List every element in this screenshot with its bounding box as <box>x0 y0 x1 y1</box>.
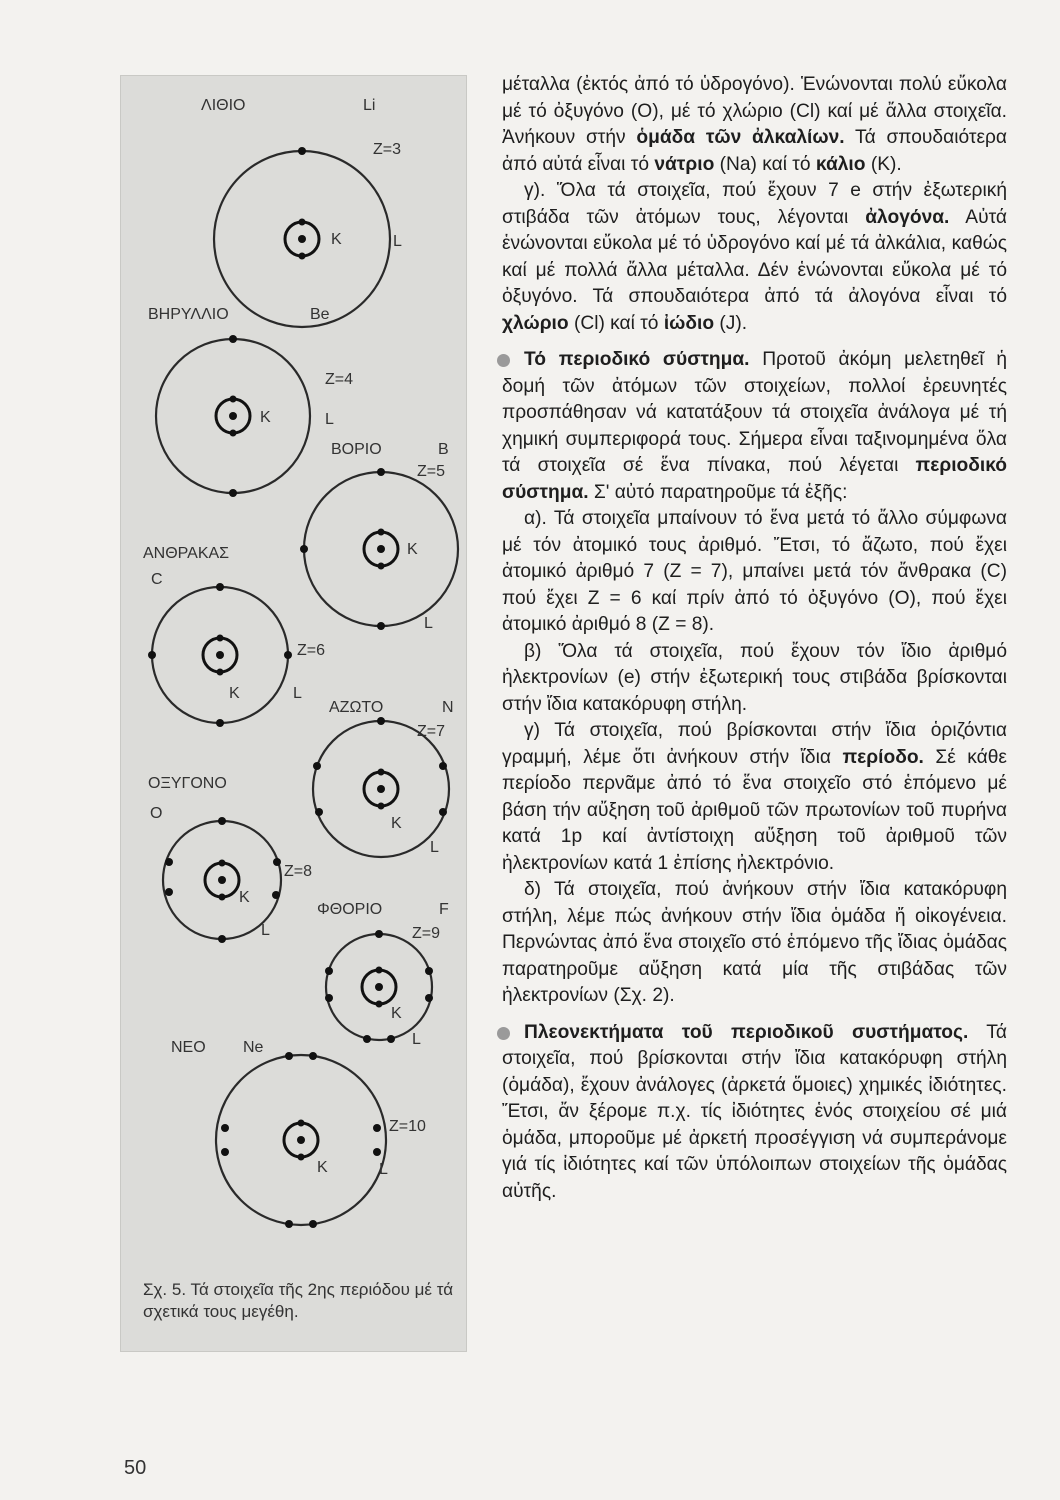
atom-beryllium <box>148 306 353 497</box>
electron <box>148 651 156 659</box>
nucleus-fluorine <box>375 983 383 991</box>
atom-z-lithium: Z=3 <box>373 141 402 158</box>
atom-neon <box>171 1039 426 1228</box>
electron <box>230 430 237 437</box>
electron <box>375 930 383 938</box>
atom-symbol-neon: Ne <box>243 1039 264 1056</box>
shell-label-k: K <box>239 889 250 906</box>
atom-z-carbon: Z=6 <box>297 642 326 659</box>
electron <box>373 1148 381 1156</box>
atom-name-beryllium: ΒΗΡΥΛΛΙΟ <box>148 306 229 323</box>
electron <box>387 1035 395 1043</box>
atom-symbol-beryllium: Be <box>310 306 330 323</box>
electron <box>325 994 333 1002</box>
electron <box>165 858 173 866</box>
electron <box>219 894 226 901</box>
atom-diagram <box>121 76 466 1351</box>
atom-name-nitrogen: ΑΖΩΤΟ <box>329 699 384 716</box>
electron <box>439 762 447 770</box>
shell-label-l: L <box>325 411 334 428</box>
electron <box>221 1148 229 1156</box>
atom-name-boron: ΒΟΡΙΟ <box>331 441 382 458</box>
atom-z-boron: Z=5 <box>417 463 446 480</box>
electron <box>285 1220 293 1228</box>
atom-fluorine <box>317 901 449 1048</box>
atom-symbol-oxygen: O <box>150 805 163 822</box>
electron <box>378 803 385 810</box>
electron <box>300 545 308 553</box>
electron <box>298 1120 305 1127</box>
electron <box>378 769 385 776</box>
paragraph-halogens: γ). Ὅλα τά στοιχεῖα, πού ἔχουν 7 e στήν ἐξωτερική στιβάδα τῶν ἀτόμων τους, λέγονται ἀλογόνα. Αὐτά ἑνώνονται εὔκολα μέ τό ὑδρογόνο καί μέ τά ἀλκάλια, καθώς καί μέ πολλά ἄλλα μέταλλα. Δέν ἑνώνονται εὔκολα μέ τό ὀξυγόνο. Τά σπουδαιότερα ἀπό τά ἀλογόνα εἶναι τό χλώριο (Cl) καί τό ἰώδιο (J). <box>502 180 1007 334</box>
shell-label-k: K <box>260 409 271 426</box>
atom-z-fluorine: Z=9 <box>412 925 441 942</box>
page-number: 50 <box>124 1457 147 1479</box>
electron <box>378 529 385 536</box>
atom-symbol-lithium: Li <box>363 97 376 114</box>
bullet-icon <box>497 1027 510 1040</box>
paragraph-c: γ) Τά στοιχεῖα, πού βρίσκονται στήν ἴδια ὁριζόντια γραμμή, λέμε ὅτι ἀνήκουν στήν ἴδια περίοδο. Σέ κάθε περίοδο περνᾶμε ἀπό τό ἕνα στοιχεῖο στό ἑπόμενο μέ βάση τήν αὔξηση τοῦ ἀριθμοῦ τῶν πρωτονίων τοῦ πυρήνα κατά 1p καί ἀντίστοιχη αὔξηση τοῦ ἀριθμοῦ τῶν ἠλεκτρονίων κατά 1 ἐπίσης ἠλεκτρόνιο. <box>502 720 1007 874</box>
electron <box>284 651 292 659</box>
atom-symbol-carbon: C <box>151 571 163 588</box>
electron <box>377 717 385 725</box>
electron <box>378 563 385 570</box>
shell-label-l: L <box>379 1161 388 1178</box>
electron <box>299 253 306 260</box>
electron <box>217 635 224 642</box>
atom-symbol-boron: B <box>438 441 449 458</box>
atom-z-nitrogen: Z=7 <box>417 723 446 740</box>
shell-label-l: L <box>393 233 402 250</box>
electron <box>165 888 173 896</box>
electron <box>230 396 237 403</box>
shell-label-l: L <box>293 685 302 702</box>
atom-z-oxygen: Z=8 <box>284 863 313 880</box>
electron <box>219 860 226 867</box>
atom-boron <box>300 441 458 632</box>
electron <box>216 719 224 727</box>
electron <box>216 583 224 591</box>
electron <box>229 335 237 343</box>
atom-symbol-nitrogen: N <box>442 699 454 716</box>
bullet-icon <box>497 354 510 367</box>
electron <box>325 967 333 975</box>
shell-label-k: K <box>391 1005 402 1022</box>
shell-label-k: K <box>317 1159 328 1176</box>
electron <box>218 817 226 825</box>
paragraph-a: α). Τά στοιχεῖα μπαίνουν τό ἕνα μετά τό ἄλλο σύμφωνα μέ τόν ἀτομικό τους ἀριθμό. Ἔτσι, τό ἄζωτο, πού ἔχει ἀτομικό ἀριθμό 7 (Z = 7), μπαίνει μετά τόν ἄνθρακα (C) πού ἔχει Z = 6 καί πρίν ἀπό τό ὀξυγόνο (Ο), πού ἔχει ἀτομικό ἀριθμό 8 (Z = 8). <box>502 508 1007 635</box>
electron <box>363 1035 371 1043</box>
electron <box>218 935 226 943</box>
electron <box>298 1154 305 1161</box>
electron <box>309 1220 317 1228</box>
shell-label-k: K <box>407 541 418 558</box>
nucleus-neon <box>297 1136 305 1144</box>
shell-label-l: L <box>412 1031 421 1048</box>
electron <box>377 468 385 476</box>
electron <box>272 891 280 899</box>
electron <box>425 994 433 1002</box>
atom-nitrogen <box>313 699 454 857</box>
shell-label-k: K <box>229 685 240 702</box>
electron <box>425 967 433 975</box>
electron <box>313 762 321 770</box>
atom-lithium <box>201 97 402 327</box>
atom-name-carbon: ΑΝΘΡΑΚΑΣ <box>143 545 230 562</box>
electron <box>298 147 306 155</box>
figure-panel <box>120 75 467 1352</box>
nucleus-nitrogen <box>377 785 385 793</box>
electron <box>285 1052 293 1060</box>
electron <box>376 1001 383 1008</box>
electron <box>299 219 306 226</box>
electron <box>376 967 383 974</box>
atom-oxygen <box>148 775 312 943</box>
shell-label-l: L <box>424 615 433 632</box>
electron <box>309 1052 317 1060</box>
electron <box>373 1124 381 1132</box>
atom-z-neon: Z=10 <box>389 1118 426 1135</box>
shell-label-k: K <box>391 815 402 832</box>
figure-caption: Σχ. 5. Τά στοιχεῖα τῆς 2ης περιόδου μέ τά σχετικά τους μεγέθη. <box>143 1280 454 1321</box>
paragraph-b: β) Ὅλα τά στοιχεῖα, πού ἔχουν τόν ἴδιο ἀριθμό ἠλεκτρονίων (e) στήν ἐξωτερική τους στιβάδα βρίσκονται στήν ἴδια κατακόρυφη στήλη. <box>502 640 1007 715</box>
electron <box>217 669 224 676</box>
nucleus-oxygen <box>218 876 226 884</box>
electron <box>315 808 323 816</box>
shell-label-k: K <box>331 231 342 248</box>
section-title: Τό περιοδικό σύστημα. <box>524 349 750 370</box>
electron <box>229 489 237 497</box>
paragraph-d: δ) Τά στοιχεῖα, πού ἀνήκουν στήν ἴδια κατακόρυφη στήλη, λέμε πώς ἀνήκουν στήν ἴδια ὁμάδα ἤ οἰκογένεια. Περνώντας ἀπό ἕνα στοιχεῖο στό ἑπόμενο τῆς ἴδιας ὁμάδας παρατηροῦμε αὔξηση κατά μία τῆς στιβάδας τῶν ἠλεκτρονίων (Σχ. 2). <box>502 879 1007 1006</box>
atom-symbol-fluorine: F <box>439 901 449 918</box>
shell-label-l: L <box>430 839 439 856</box>
electron <box>377 622 385 630</box>
atom-name-fluorine: ΦΘΟΡΙΟ <box>317 901 383 918</box>
shell-label-l: L <box>261 922 270 939</box>
atom-carbon <box>143 545 325 727</box>
electron <box>439 808 447 816</box>
section-advantages: Πλεονεκτήματα τοῦ περιοδικοῦ συστήματος. Τά στοιχεῖα, πού βρίσκονται στήν ἴδια κατακόρυφη στήλη (ὁμάδα), ἔχουν ἀνάλογες (ἀρκετά ὅμοιες) χημικές ἰδιότητες. Ἔτσι, ἄν ξέρομε π.χ. τίς ἰδιότητες ἑνός στοιχείου σέ μιά ὁμάδα, μποροῦμε μέ ἀρκετή προσέγγιση νά συμπεράνομε γιά τίς ἰδιότητες καί τῶν ὑπόλοιπων στοιχείων τῆς ὁμάδας αὐτῆς. <box>502 1020 1007 1206</box>
atom-name-neon: ΝΕΟ <box>171 1039 206 1056</box>
section-title: Πλεονεκτήματα τοῦ περιοδικοῦ συστήματος. <box>524 1021 969 1043</box>
paragraph-alkali: μέταλλα (ἐκτός ἀπό τό ὑδρογόνο). Ἑνώνονται πολύ εὔκολα μέ τό ὀξυγόνο (Ο), μέ τό χλώριο (Cl) καί μέ ἄλλα στοιχεῖα. Ἀνήκουν στήν ὁμάδα τῶν ἀλκαλίων. Τά σπουδαιότερα ἀπό αὐτά εἶναι τό νάτριο (Na) καί τό κάλιο (K). <box>502 74 1008 175</box>
nucleus-carbon <box>216 651 224 659</box>
section-periodic-system: Τό περιοδικό σύστημα. Προτοῦ ἀκόμη μελετηθεῖ ἡ δομή τῶν ἀτόμων τῶν στοιχείων, πολλοί ἐρευνητές προσπάθησαν νά κατατάξουν τά στοιχεῖα ἀνάλογα μέ τή χημική συμπεριφορά τους. Σήμερα εἶναι ταξινομημένα ὅλα τά στοιχεῖα σέ ἕνα πίνακα, πού λέγεται περιοδικό σύστημα. Σ' αὐτό παρατηροῦμε τά ἑξῆς: <box>502 347 1007 506</box>
body-text <box>502 72 1007 1205</box>
atom-z-beryllium: Z=4 <box>325 371 354 388</box>
nucleus-boron <box>377 545 385 553</box>
electron <box>273 858 281 866</box>
nucleus-beryllium <box>229 412 237 420</box>
electron <box>221 1124 229 1132</box>
atom-name-oxygen: ΟΞΥΓΟΝΟ <box>148 775 227 792</box>
atom-name-lithium: ΛΙΘΙΟ <box>201 97 246 114</box>
nucleus-lithium <box>298 235 306 243</box>
